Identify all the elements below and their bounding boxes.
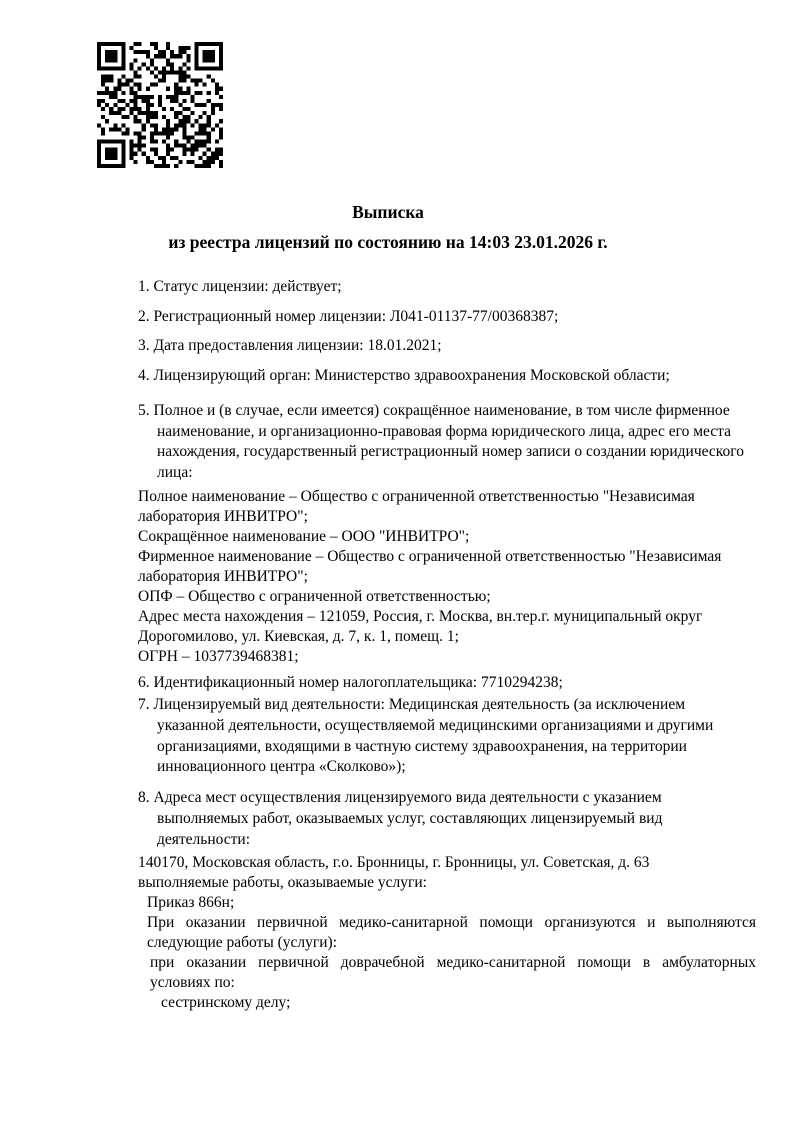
activity-address-line: 140170, Московская область, г.о. Бронницы, г. Бронницы, ул. Советская, д. 63 xyxy=(138,854,650,872)
org-brand-name: Фирменное наименование – Общество с ограниченной ответственностью "Независимая лаборатория ИНВИТРО"; xyxy=(138,547,722,585)
item-number: 8. xyxy=(138,789,150,807)
item-text: Регистрационный номер лицензии: Л041-01137-77/00368387; xyxy=(153,307,559,325)
org-short-name: Сокращённое наименование – ООО "ИНВИТРО"; xyxy=(138,527,470,545)
nursing-care-line: сестринскому делу; xyxy=(161,994,291,1012)
order-866n-line: Приказ 866н; xyxy=(147,894,235,912)
pre-medical-care-line: при оказании первичной доврачебной медико-санитарной помощи в амбулаторных условиях по: xyxy=(150,954,756,992)
item-number: 1. xyxy=(138,278,150,295)
document-title: Выписка xyxy=(352,202,424,222)
item-registration-number xyxy=(138,307,756,328)
item-number: 7. xyxy=(138,696,150,714)
item-number: 3. xyxy=(138,337,150,355)
org-ogrn: ОГРН – 1037739468381; xyxy=(138,647,299,665)
item-text: Идентификационный номер налогоплательщика: 7710294238; xyxy=(153,673,563,691)
item-text: Полное и (в случае, если имеется) сокращённое наименование, в том числе фирменное наименование, и организационно-правовая форма юридического лица, адрес его места нахождения, государственный регистрационный номер записи о создании юридического лица: xyxy=(153,401,745,481)
item-text: Адреса мест осуществления лицензируемого вида деятельности с указанием выполняемых работ, оказываемых услуг, составляющих лицензируемый вид деятельности: xyxy=(153,789,663,848)
item-number: 4. xyxy=(138,367,150,385)
primary-care-works-line: При оказании первичной медико-санитарной помощи организуются и выполняются следующие работы (услуги): xyxy=(147,914,756,952)
org-address: Адрес места нахождения – 121059, Россия, г. Москва, вн.тер.г. муниципальный округ Дорогомилово, ул. Киевская, д. 7, к. 1, помещ. 1; xyxy=(138,607,703,645)
item-grant-date xyxy=(138,336,756,357)
item-text: Лицензируемый вид деятельности: Медицинская деятельность (за исключением указанной деятельности, осуществляемой медицинскими организациями и другими организациями, входящими в частную систему здравоохранения, на территории инновационного центра «Сколково»); xyxy=(153,696,714,776)
item-number: 6. xyxy=(138,673,150,691)
item-text: Лицензирующий орган: Министерство здравоохранения Московской области; xyxy=(153,367,670,385)
item-licensed-activity xyxy=(138,695,756,778)
item-text: Статус лицензии: действует; xyxy=(153,278,342,295)
item-license-status xyxy=(138,277,756,298)
org-opf: ОПФ – Общество с ограниченной ответственностью; xyxy=(138,587,491,605)
item-text: Дата предоставления лицензии: 18.01.2021; xyxy=(153,337,442,355)
item-licensing-authority xyxy=(138,366,756,387)
document-header xyxy=(0,201,776,253)
item-number: 2. xyxy=(138,307,150,325)
item-activity-addresses xyxy=(138,788,756,850)
document-body xyxy=(138,277,756,1013)
org-details-block xyxy=(138,487,756,667)
works-services-header: выполняемые работы, оказываемые услуги: xyxy=(138,874,427,892)
works-services-block xyxy=(138,893,756,1013)
item-org-names-heading xyxy=(138,401,756,484)
activity-address-block xyxy=(138,853,756,893)
item-number: 5. xyxy=(138,401,150,419)
document-subtitle: из реестра лицензий по состоянию на 14:03 23.01.2026 г. xyxy=(168,232,608,252)
item-taxpayer-number xyxy=(138,673,756,694)
org-full-name: Полное наименование – Общество с ограниченной ответственностью "Независимая лаборатория ИНВИТРО"; xyxy=(138,487,695,525)
qr-code-icon xyxy=(97,42,223,168)
